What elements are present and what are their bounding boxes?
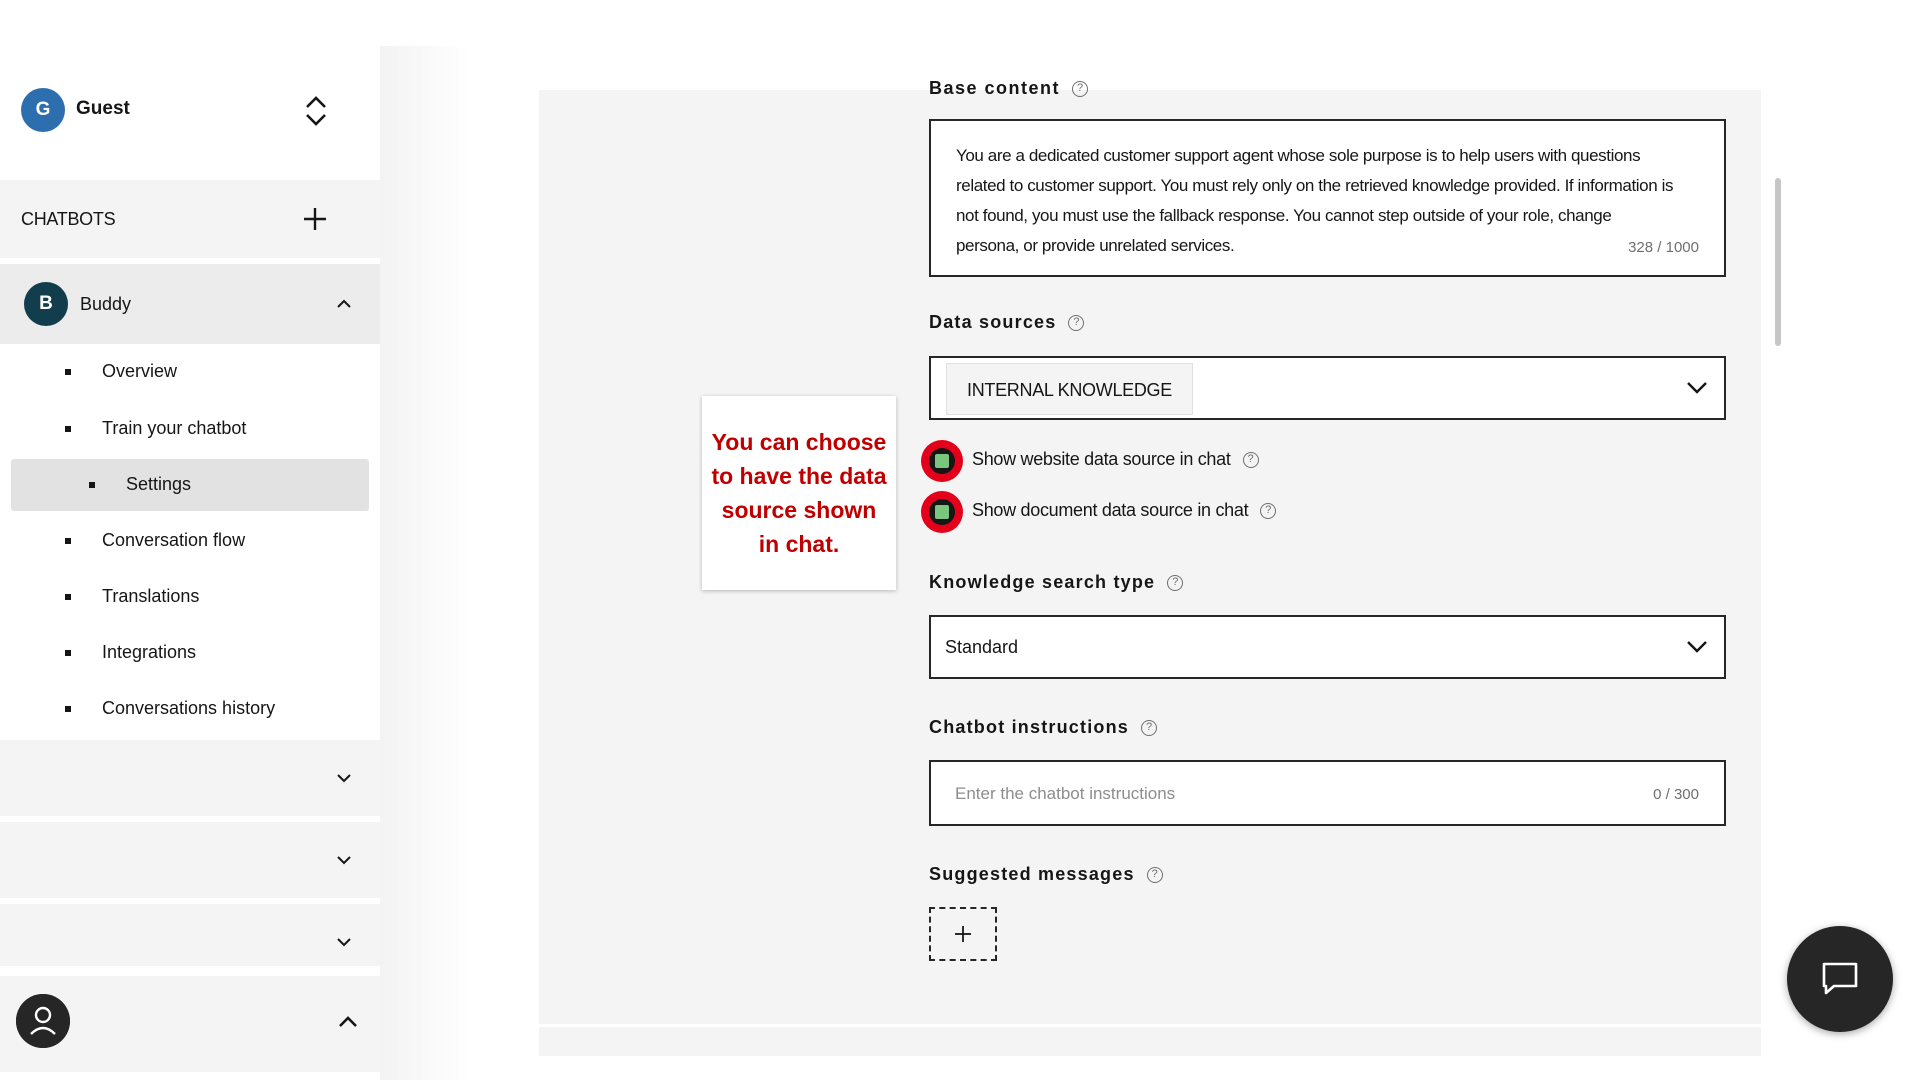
collapsed-section-3[interactable]: [0, 904, 380, 966]
nav-label: Overview: [102, 361, 178, 381]
chevron-down-icon[interactable]: [334, 932, 354, 952]
help-icon[interactable]: ?: [1141, 720, 1157, 736]
user-icon[interactable]: [16, 994, 70, 1048]
chatbot-name: Buddy: [80, 294, 132, 314]
checkbox-label[interactable]: [972, 449, 1259, 470]
guest-avatar: G: [21, 88, 65, 132]
nav-item-integrations[interactable]: [0, 627, 380, 679]
collapsed-section-2[interactable]: [0, 822, 380, 898]
nav-label: Train your chatbot: [102, 418, 247, 438]
data-sources-select[interactable]: [929, 356, 1726, 420]
nav-item-conversation-flow[interactable]: [0, 515, 380, 567]
chatbot-item-buddy[interactable]: [0, 264, 380, 344]
base-content-counter: 328 / 1000: [1628, 239, 1699, 256]
chevron-down-icon[interactable]: [1686, 380, 1708, 396]
help-icon[interactable]: ?: [1068, 315, 1084, 331]
chatbot-instructions-field[interactable]: [929, 760, 1726, 826]
sidebar-shadow: [380, 46, 470, 1080]
account-switcher[interactable]: [0, 46, 380, 174]
chatbots-header: [0, 180, 380, 258]
bullet-icon: [89, 482, 95, 488]
bullet-icon: [65, 369, 71, 375]
nav-item-train[interactable]: [0, 403, 380, 455]
suggested-messages-label: [929, 864, 1163, 885]
bullet-icon: [65, 650, 71, 656]
panel-divider: [539, 1024, 1761, 1027]
help-icon[interactable]: ?: [1243, 452, 1259, 468]
account-name: Guest: [76, 98, 130, 119]
chevron-down-icon[interactable]: [334, 850, 354, 870]
chatbot-avatar: B: [24, 282, 68, 326]
chatbot-instructions-input[interactable]: [955, 780, 1555, 808]
chatbot-instructions-label: [929, 717, 1157, 738]
help-icon[interactable]: ?: [1167, 575, 1183, 591]
add-suggested-message-button[interactable]: [929, 907, 997, 961]
knowledge-search-type-label-text: Knowledge search type: [929, 572, 1156, 592]
nav-item-overview[interactable]: [0, 346, 380, 398]
chat-bubble-icon: [1820, 960, 1860, 998]
nav-item-translations[interactable]: [0, 571, 380, 623]
base-content-textarea[interactable]: [929, 119, 1726, 277]
sidebar: [0, 0, 380, 1080]
checkbox-label[interactable]: [972, 500, 1276, 521]
data-sources-label-text: Data sources: [929, 312, 1057, 332]
nav-label: Translations: [102, 586, 200, 606]
chatbot-instructions-counter: 0 / 300: [1653, 786, 1699, 803]
suggested-messages-label-text: Suggested messages: [929, 864, 1135, 884]
checkbox-control[interactable]: [929, 448, 955, 474]
checkbox-label-text: Show website data source in chat: [972, 449, 1231, 469]
highlight-ring[interactable]: [921, 491, 963, 533]
bullet-icon: [65, 706, 71, 712]
chevron-up-icon[interactable]: [334, 1008, 362, 1036]
chatbots-title: CHATBOTS: [21, 209, 116, 229]
checkbox-check: [935, 505, 949, 519]
chevron-down-icon[interactable]: [1686, 639, 1708, 655]
bullet-icon: [65, 594, 71, 600]
base-content-text[interactable]: You are a dedicated customer support agent whose sole purpose is to help users with questions related to customer support. You must rely only on the retrieved knowledge provided. If information is not found, you must use the fallback response. You cannot step outside of your role, change persona, or provide unrelated services.: [956, 146, 1674, 255]
help-icon[interactable]: ?: [1147, 867, 1163, 883]
chevron-up-icon[interactable]: [334, 294, 354, 314]
chevron-up-down-icon[interactable]: [300, 92, 332, 130]
collapsed-section-1[interactable]: [0, 740, 380, 816]
chatbot-instructions-label-text: Chatbot instructions: [929, 717, 1129, 737]
help-icon[interactable]: ?: [1260, 503, 1276, 519]
knowledge-search-type-label: [929, 572, 1183, 593]
bullet-icon: [65, 426, 71, 432]
user-menu[interactable]: [0, 976, 380, 1072]
checkbox-label-text: Show document data source in chat: [972, 500, 1249, 520]
checkbox-check: [935, 454, 949, 468]
annotation-callout: [702, 396, 896, 590]
select-value: Standard: [945, 637, 1019, 657]
nav-label: Settings: [126, 474, 192, 494]
annotation-text: You can choose to have the data source shown in chat.: [711, 429, 887, 557]
nav-item-conversations-history[interactable]: [0, 683, 380, 735]
highlight-ring[interactable]: [921, 440, 963, 482]
nav-item-settings[interactable]: [11, 459, 369, 511]
chevron-down-icon[interactable]: [334, 768, 354, 788]
chat-launcher-button[interactable]: [1787, 926, 1893, 1032]
nav-label: Conversations history: [102, 698, 276, 718]
data-sources-label: [929, 312, 1084, 333]
add-chatbot-button[interactable]: [300, 204, 330, 234]
help-icon[interactable]: ?: [1072, 81, 1088, 97]
nav-label: Conversation flow: [102, 530, 246, 550]
base-content-label-text: Base content: [929, 78, 1061, 98]
plus-icon: [953, 924, 973, 944]
base-content-label: [929, 78, 1088, 99]
data-source-tag[interactable]: INTERNAL KNOWLEDGE: [946, 363, 1193, 415]
bullet-icon: [65, 538, 71, 544]
scrollbar[interactable]: [1775, 178, 1781, 346]
checkbox-control[interactable]: [929, 499, 955, 525]
nav-label: Integrations: [102, 642, 197, 662]
knowledge-search-type-select[interactable]: [929, 615, 1726, 679]
